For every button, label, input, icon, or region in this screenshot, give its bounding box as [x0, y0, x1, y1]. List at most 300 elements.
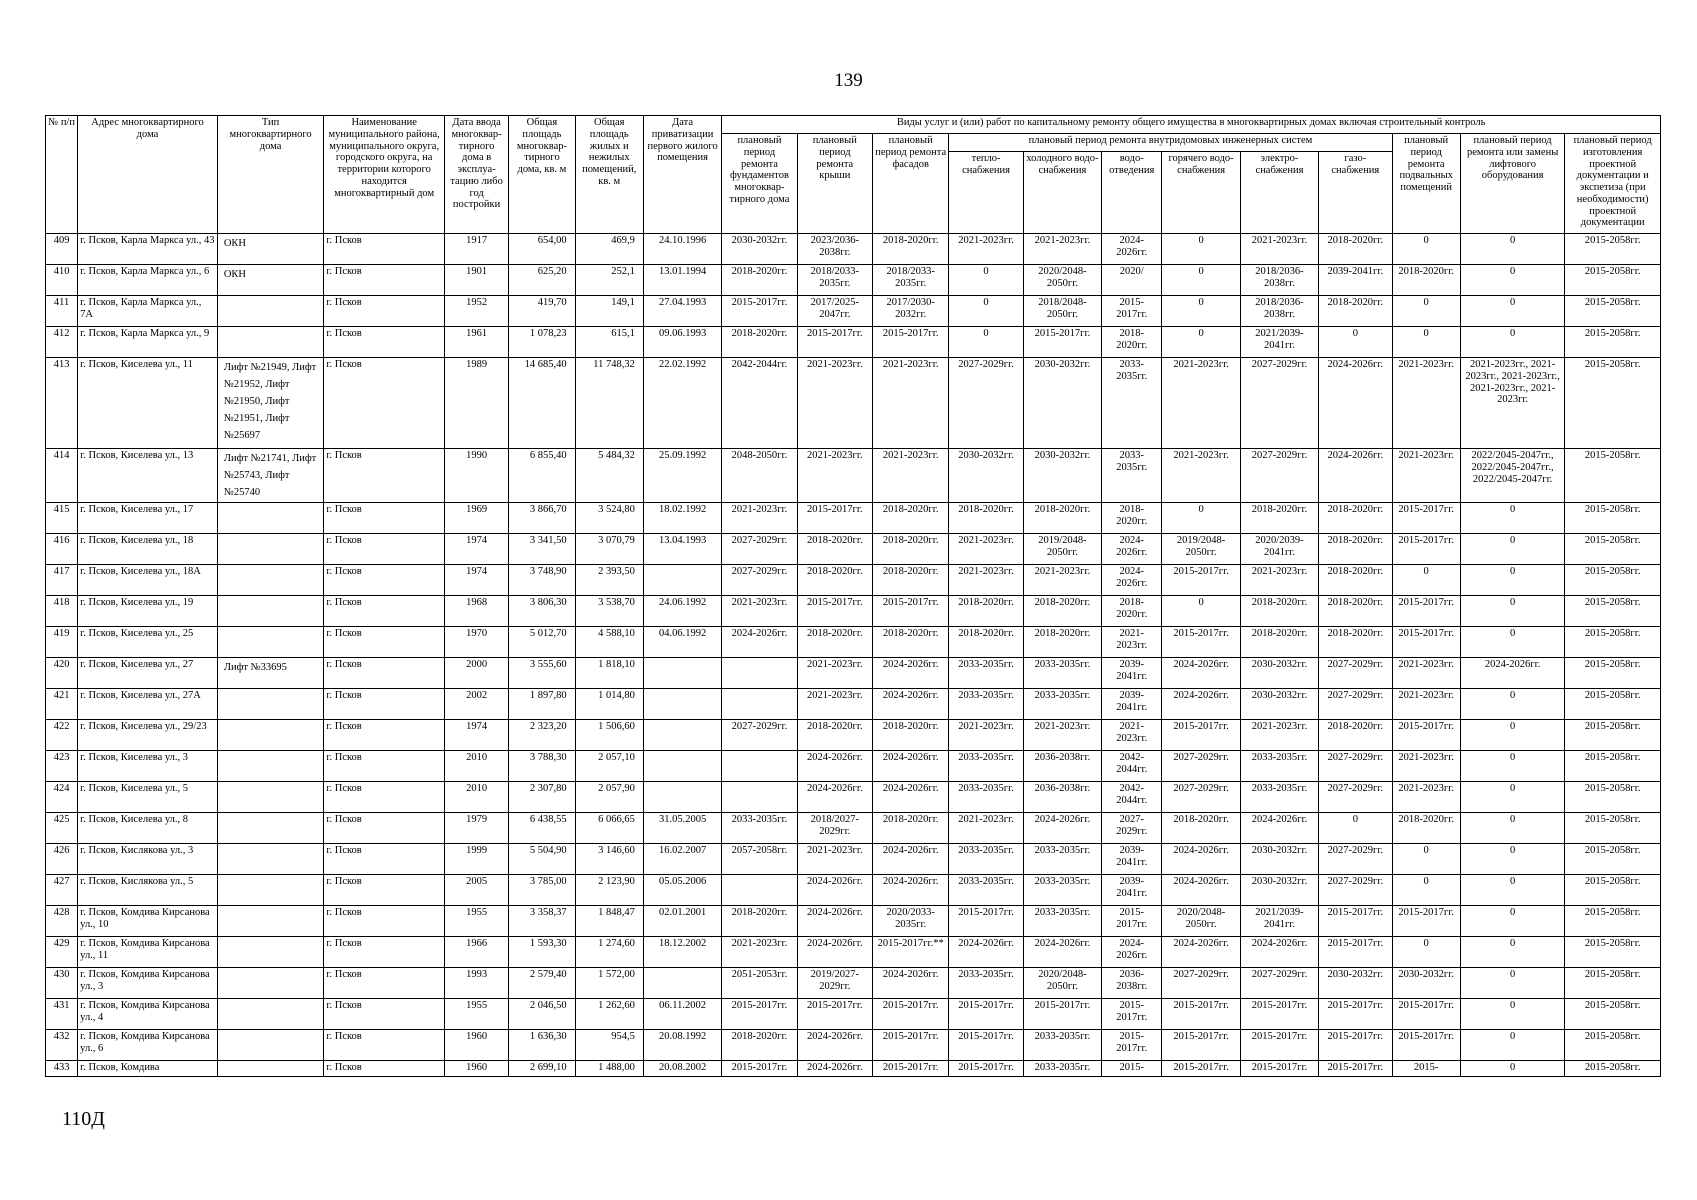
- cell-district: г. Псков: [324, 968, 445, 999]
- header-facade: плановый период ремонта фасадов: [873, 134, 949, 234]
- cell-hot-water: 2027-2029гг.: [1162, 751, 1240, 782]
- cell-elevator: 0: [1460, 689, 1565, 720]
- cell-total-area: 3 866,70: [509, 503, 575, 534]
- cell-gas: 2024-2026гг.: [1319, 449, 1392, 503]
- cell-foundation: 2018-2020гг.: [722, 906, 797, 937]
- cell-foundation: 2051-2053гг.: [722, 968, 797, 999]
- cell-electric: 2021/2039-2041гг.: [1240, 327, 1318, 358]
- cell-living-area: 1 274,60: [575, 937, 643, 968]
- cell-facade: 2018-2020гг.: [873, 813, 949, 844]
- cell-heat: 2021-2023гг.: [949, 234, 1023, 265]
- cell-num: 421: [46, 689, 78, 720]
- cell-roof: 2024-2026гг.: [797, 875, 872, 906]
- cell-project-docs: 2015-2058гг.: [1565, 503, 1661, 534]
- cell-district: г. Псков: [324, 658, 445, 689]
- cell-total-area: 3 748,90: [509, 565, 575, 596]
- cell-year: 1993: [444, 968, 508, 999]
- cell-heat: 2033-2035гг.: [949, 782, 1023, 813]
- cell-year: 1960: [444, 1030, 508, 1061]
- cell-privatization-date: 20.08.1992: [643, 1030, 721, 1061]
- cell-elevator: 0: [1460, 1061, 1565, 1077]
- cell-district: г. Псков: [324, 813, 445, 844]
- cell-gas: 2015-2017гг.: [1319, 937, 1392, 968]
- cell-type: [217, 813, 324, 844]
- cell-facade: 2015-2017гг.**: [873, 937, 949, 968]
- cell-roof: 2019/2027-2029гг.: [797, 968, 872, 999]
- cell-heat: 2021-2023гг.: [949, 534, 1023, 565]
- cell-project-docs: 2015-2058гг.: [1565, 751, 1661, 782]
- cell-basement: 2015-2017гг.: [1392, 596, 1460, 627]
- cell-elevator: 0: [1460, 565, 1565, 596]
- cell-facade: 2015-2017гг.: [873, 999, 949, 1030]
- cell-project-docs: 2015-2058гг.: [1565, 565, 1661, 596]
- cell-basement: 2015-2017гг.: [1392, 999, 1460, 1030]
- cell-heat: 2027-2029гг.: [949, 358, 1023, 449]
- cell-address: г. Псков, Кислякова ул., 5: [78, 875, 218, 906]
- cell-cold-water: 2020/2048-2050гг.: [1023, 968, 1101, 999]
- cell-num: 431: [46, 999, 78, 1030]
- cell-address: г. Псков, Киселева ул., 8: [78, 813, 218, 844]
- cell-elevator: 0: [1460, 265, 1565, 296]
- cell-year: 1999: [444, 844, 508, 875]
- header-works-group: Виды услуг и (или) работ по капитальному ремонту общего имущества в многоквартирных домах включая строительный контроль: [722, 116, 1661, 134]
- header-type: Тип многоквартирного дома: [217, 116, 324, 234]
- cell-type: [217, 937, 324, 968]
- cell-elevator: 2022/2045-2047гг., 2022/2045-2047гг., 2022/2045-2047гг.: [1460, 449, 1565, 503]
- cell-electric: 2021/2039-2041гг.: [1240, 906, 1318, 937]
- header-sewer: водо-отведения: [1102, 152, 1162, 234]
- cell-address: г. Псков, Комдива: [78, 1061, 218, 1077]
- cell-address: г. Псков, Киселева ул., 17: [78, 503, 218, 534]
- cell-roof: 2024-2026гг.: [797, 751, 872, 782]
- cell-type: [217, 999, 324, 1030]
- cell-roof: 2024-2026гг.: [797, 1030, 872, 1061]
- cell-total-area: 6 438,55: [509, 813, 575, 844]
- cell-project-docs: 2015-2058гг.: [1565, 658, 1661, 689]
- cell-basement: 2015-2017гг.: [1392, 534, 1460, 565]
- cell-project-docs: 2015-2058гг.: [1565, 1061, 1661, 1077]
- header-address: Адрес многоквартирного дома: [78, 116, 218, 234]
- cell-num: 425: [46, 813, 78, 844]
- cell-foundation: 2042-2044гг.: [722, 358, 797, 449]
- cell-gas: 2015-2017гг.: [1319, 1030, 1392, 1061]
- cell-privatization-date: [643, 565, 721, 596]
- cell-district: г. Псков: [324, 565, 445, 596]
- cell-district: г. Псков: [324, 1030, 445, 1061]
- cell-roof: 2018-2020гг.: [797, 534, 872, 565]
- cell-district: г. Псков: [324, 534, 445, 565]
- table-row: [46, 596, 1661, 627]
- cell-hot-water: 2018-2020гг.: [1162, 813, 1240, 844]
- cell-total-area: 6 855,40: [509, 449, 575, 503]
- cell-address: г. Псков, Комдива Кирсанова ул., 4: [78, 999, 218, 1030]
- cell-sewer: 2018-2020гг.: [1102, 503, 1162, 534]
- cell-basement: 2021-2023гг.: [1392, 358, 1460, 449]
- cell-roof: 2018/2027-2029гг.: [797, 813, 872, 844]
- cell-heat: 2024-2026гг.: [949, 937, 1023, 968]
- table-row: [46, 689, 1661, 720]
- table-row: [46, 782, 1661, 813]
- cell-total-area: 2 307,80: [509, 782, 575, 813]
- cell-hot-water: 2024-2026гг.: [1162, 689, 1240, 720]
- cell-elevator: 0: [1460, 937, 1565, 968]
- cell-num: 428: [46, 906, 78, 937]
- cell-privatization-date: 09.06.1993: [643, 327, 721, 358]
- cell-basement: 2015-2017гг.: [1392, 503, 1460, 534]
- table-row: [46, 968, 1661, 999]
- cell-sewer: 2036-2038гг.: [1102, 968, 1162, 999]
- cell-privatization-date: 18.02.1992: [643, 503, 721, 534]
- cell-num: 409: [46, 234, 78, 265]
- cell-facade: 2018-2020гг.: [873, 627, 949, 658]
- cell-elevator: 0: [1460, 968, 1565, 999]
- cell-type: [217, 782, 324, 813]
- cell-sewer: 2015-2017гг.: [1102, 296, 1162, 327]
- cell-num: 419: [46, 627, 78, 658]
- header-gas: газо-снабжения: [1319, 152, 1392, 234]
- cell-basement: 0: [1392, 296, 1460, 327]
- cell-living-area: 2 057,10: [575, 751, 643, 782]
- cell-year: 2000: [444, 658, 508, 689]
- cell-privatization-date: 24.06.1992: [643, 596, 721, 627]
- cell-gas: 2018-2020гг.: [1319, 503, 1392, 534]
- cell-year: 1901: [444, 265, 508, 296]
- cell-gas: 2027-2029гг.: [1319, 689, 1392, 720]
- cell-hot-water: 2027-2029гг.: [1162, 968, 1240, 999]
- header-electric: электро-снабжения: [1240, 152, 1318, 234]
- cell-cold-water: 2018-2020гг.: [1023, 503, 1101, 534]
- cell-cold-water: 2015-2017гг.: [1023, 327, 1101, 358]
- cell-hot-water: 2024-2026гг.: [1162, 658, 1240, 689]
- cell-basement: 2030-2032гг.: [1392, 968, 1460, 999]
- cell-facade: 2024-2026гг.: [873, 782, 949, 813]
- cell-gas: 2018-2020гг.: [1319, 596, 1392, 627]
- cell-project-docs: 2015-2058гг.: [1565, 265, 1661, 296]
- cell-project-docs: 2015-2058гг.: [1565, 782, 1661, 813]
- cell-living-area: 2 123,90: [575, 875, 643, 906]
- cell-electric: 2027-2029гг.: [1240, 358, 1318, 449]
- header-basement: плановый период ремонта подвальных помещений: [1392, 134, 1460, 234]
- cell-hot-water: 0: [1162, 296, 1240, 327]
- cell-num: 423: [46, 751, 78, 782]
- cell-num: 415: [46, 503, 78, 534]
- cell-year: 1917: [444, 234, 508, 265]
- cell-district: г. Псков: [324, 720, 445, 751]
- cell-living-area: 1 572,00: [575, 968, 643, 999]
- header-living-area: Общая площадь жилых и нежилых помещений, кв. м: [575, 116, 643, 234]
- cell-year: 1969: [444, 503, 508, 534]
- cell-privatization-date: 13.01.1994: [643, 265, 721, 296]
- cell-elevator: 0: [1460, 627, 1565, 658]
- cell-elevator: 0: [1460, 906, 1565, 937]
- cell-hot-water: 0: [1162, 234, 1240, 265]
- cell-gas: 2018-2020гг.: [1319, 627, 1392, 658]
- cell-facade: 2024-2026гг.: [873, 689, 949, 720]
- cell-project-docs: 2015-2058гг.: [1565, 234, 1661, 265]
- cell-electric: 2018-2020гг.: [1240, 503, 1318, 534]
- cell-gas: 2027-2029гг.: [1319, 658, 1392, 689]
- cell-roof: 2018-2020гг.: [797, 720, 872, 751]
- cell-cold-water: 2021-2023гг.: [1023, 234, 1101, 265]
- cell-electric: 2020/2039-2041гг.: [1240, 534, 1318, 565]
- cell-sewer: 2024-2026гг.: [1102, 565, 1162, 596]
- cell-total-area: 1 636,30: [509, 1030, 575, 1061]
- cell-cold-water: 2033-2035гг.: [1023, 1061, 1101, 1077]
- table-row: [46, 449, 1661, 503]
- cell-elevator: 2021-2023гг., 2021-2023гг., 2021-2023гг., 2021-2023гг., 2021-2023гг.: [1460, 358, 1565, 449]
- cell-heat: 2018-2020гг.: [949, 627, 1023, 658]
- cell-address: г. Псков, Комдива Кирсанова ул., 11: [78, 937, 218, 968]
- cell-total-area: 3 555,60: [509, 658, 575, 689]
- cell-foundation: 2027-2029гг.: [722, 565, 797, 596]
- cell-privatization-date: [643, 689, 721, 720]
- cell-living-area: 3 070,79: [575, 534, 643, 565]
- cell-heat: 2021-2023гг.: [949, 565, 1023, 596]
- cell-year: 1955: [444, 999, 508, 1030]
- header-foundation: плановый период ремонта фундаментов многоквар-тирного дома: [722, 134, 797, 234]
- cell-privatization-date: [643, 782, 721, 813]
- cell-sewer: 2018-2020гг.: [1102, 596, 1162, 627]
- cell-roof: 2017/2025-2047гг.: [797, 296, 872, 327]
- cell-year: 1966: [444, 937, 508, 968]
- cell-privatization-date: 24.10.1996: [643, 234, 721, 265]
- table-row: [46, 1061, 1661, 1077]
- cell-electric: 2033-2035гг.: [1240, 782, 1318, 813]
- cell-roof: 2024-2026гг.: [797, 906, 872, 937]
- cell-electric: 2015-2017гг.: [1240, 1061, 1318, 1077]
- cell-hot-water: 2015-2017гг.: [1162, 1030, 1240, 1061]
- cell-elevator: 0: [1460, 813, 1565, 844]
- cell-gas: 2018-2020гг.: [1319, 565, 1392, 596]
- cell-living-area: 1 818,10: [575, 658, 643, 689]
- cell-address: г. Псков, Кислякова ул., 3: [78, 844, 218, 875]
- cell-year: 1952: [444, 296, 508, 327]
- cell-living-area: 4 588,10: [575, 627, 643, 658]
- cell-sewer: 2021-2023гг.: [1102, 627, 1162, 658]
- cell-basement: 0: [1392, 844, 1460, 875]
- cell-basement: 2018-2020гг.: [1392, 265, 1460, 296]
- cell-electric: 2024-2026гг.: [1240, 813, 1318, 844]
- cell-heat: 2033-2035гг.: [949, 689, 1023, 720]
- cell-heat: 2018-2020гг.: [949, 596, 1023, 627]
- cell-roof: 2021-2023гг.: [797, 358, 872, 449]
- cell-year: 2005: [444, 875, 508, 906]
- cell-living-area: 1 506,60: [575, 720, 643, 751]
- cell-facade: 2018-2020гг.: [873, 720, 949, 751]
- cell-facade: 2018-2020гг.: [873, 565, 949, 596]
- cell-cold-water: 2033-2035гг.: [1023, 689, 1101, 720]
- cell-type: [217, 875, 324, 906]
- cell-gas: 2027-2029гг.: [1319, 875, 1392, 906]
- cell-hot-water: 2019/2048-2050гг.: [1162, 534, 1240, 565]
- cell-year: 1961: [444, 327, 508, 358]
- cell-privatization-date: 02.01.2001: [643, 906, 721, 937]
- cell-num: 420: [46, 658, 78, 689]
- cell-year: 2002: [444, 689, 508, 720]
- cell-sewer: 2015-2017гг.: [1102, 906, 1162, 937]
- cell-total-area: 2 046,50: [509, 999, 575, 1030]
- cell-project-docs: 2015-2058гг.: [1565, 358, 1661, 449]
- cell-roof: 2021-2023гг.: [797, 689, 872, 720]
- cell-foundation: 2018-2020гг.: [722, 265, 797, 296]
- cell-foundation: 2057-2058гг.: [722, 844, 797, 875]
- cell-project-docs: 2015-2058гг.: [1565, 534, 1661, 565]
- cell-type: [217, 720, 324, 751]
- cell-facade: 2021-2023гг.: [873, 358, 949, 449]
- table-row: [46, 296, 1661, 327]
- cell-foundation: 2048-2050гг.: [722, 449, 797, 503]
- cell-privatization-date: 13.04.1993: [643, 534, 721, 565]
- cell-sewer: 2027-2029гг.: [1102, 813, 1162, 844]
- cell-cold-water: 2030-2032гг.: [1023, 358, 1101, 449]
- cell-foundation: 2021-2023гг.: [722, 937, 797, 968]
- cell-gas: 2015-2017гг.: [1319, 906, 1392, 937]
- cell-gas: 0: [1319, 327, 1392, 358]
- cell-basement: 0: [1392, 875, 1460, 906]
- cell-gas: 2039-2041гг.: [1319, 265, 1392, 296]
- cell-roof: 2021-2023гг.: [797, 844, 872, 875]
- cell-total-area: 3 806,30: [509, 596, 575, 627]
- cell-address: г. Псков, Карла Маркса ул., 6: [78, 265, 218, 296]
- cell-hot-water: 2021-2023гг.: [1162, 358, 1240, 449]
- cell-year: 1960: [444, 1061, 508, 1077]
- cell-type: [217, 596, 324, 627]
- cell-foundation: 2015-2017гг.: [722, 1061, 797, 1077]
- cell-project-docs: 2015-2058гг.: [1565, 627, 1661, 658]
- cell-address: г. Псков, Карла Маркса ул., 9: [78, 327, 218, 358]
- cell-year: 2010: [444, 751, 508, 782]
- cell-facade: 2024-2026гг.: [873, 658, 949, 689]
- cell-heat: 0: [949, 296, 1023, 327]
- cell-num: 429: [46, 937, 78, 968]
- footer-code: 110Д: [62, 1108, 105, 1130]
- cell-num: 430: [46, 968, 78, 999]
- cell-living-area: 5 484,32: [575, 449, 643, 503]
- cell-district: г. Псков: [324, 358, 445, 449]
- cell-address: г. Псков, Киселева ул., 18А: [78, 565, 218, 596]
- cell-basement: 2015-: [1392, 1061, 1460, 1077]
- cell-heat: 2033-2035гг.: [949, 658, 1023, 689]
- cell-total-area: 1 078,23: [509, 327, 575, 358]
- cell-type: [217, 627, 324, 658]
- cell-roof: 2021-2023гг.: [797, 658, 872, 689]
- cell-basement: 2015-2017гг.: [1392, 720, 1460, 751]
- header-project-docs: плановый период изготовления проектной документации и экспетиза (при необходимости) проектной документации: [1565, 134, 1661, 234]
- cell-cold-water: 2033-2035гг.: [1023, 658, 1101, 689]
- cell-total-area: 3 341,50: [509, 534, 575, 565]
- cell-district: г. Псков: [324, 327, 445, 358]
- cell-elevator: 0: [1460, 999, 1565, 1030]
- cell-sewer: 2039-2041гг.: [1102, 658, 1162, 689]
- cell-num: 417: [46, 565, 78, 596]
- cell-project-docs: 2015-2058гг.: [1565, 937, 1661, 968]
- cell-hot-water: 0: [1162, 265, 1240, 296]
- cell-sewer: 2018-2020гг.: [1102, 327, 1162, 358]
- cell-sewer: 2020/: [1102, 265, 1162, 296]
- cell-district: г. Псков: [324, 596, 445, 627]
- cell-living-area: 1 014,80: [575, 689, 643, 720]
- cell-sewer: 2039-2041гг.: [1102, 875, 1162, 906]
- cell-privatization-date: 05.05.2006: [643, 875, 721, 906]
- cell-project-docs: 2015-2058гг.: [1565, 875, 1661, 906]
- cell-total-area: 1 593,30: [509, 937, 575, 968]
- cell-cold-water: 2021-2023гг.: [1023, 720, 1101, 751]
- cell-basement: 2015-2017гг.: [1392, 1030, 1460, 1061]
- cell-sewer: 2033-2035гг.: [1102, 449, 1162, 503]
- cell-project-docs: 2015-2058гг.: [1565, 999, 1661, 1030]
- cell-project-docs: 2015-2058гг.: [1565, 596, 1661, 627]
- cell-cold-water: 2033-2035гг.: [1023, 875, 1101, 906]
- cell-cold-water: 2020/2048-2050гг.: [1023, 265, 1101, 296]
- table-row: [46, 1030, 1661, 1061]
- cell-foundation: 2018-2020гг.: [722, 327, 797, 358]
- cell-living-area: 149,1: [575, 296, 643, 327]
- cell-total-area: 5 012,70: [509, 627, 575, 658]
- cell-num: 411: [46, 296, 78, 327]
- cell-gas: 2018-2020гг.: [1319, 234, 1392, 265]
- cell-cold-water: 2018-2020гг.: [1023, 627, 1101, 658]
- cell-roof: 2024-2026гг.: [797, 1061, 872, 1077]
- cell-living-area: 3 524,80: [575, 503, 643, 534]
- header-systems-group: плановый период ремонта внутридомовых инженерных систем: [949, 134, 1392, 152]
- cell-basement: 2015-2017гг.: [1392, 906, 1460, 937]
- cell-year: 1979: [444, 813, 508, 844]
- cell-hot-water: 2027-2029гг.: [1162, 782, 1240, 813]
- cell-facade: 2021-2023гг.: [873, 449, 949, 503]
- cell-living-area: 3 146,60: [575, 844, 643, 875]
- cell-gas: 2018-2020гг.: [1319, 720, 1392, 751]
- cell-total-area: 419,70: [509, 296, 575, 327]
- cell-type: [217, 1061, 324, 1077]
- cell-gas: 2015-2017гг.: [1319, 999, 1392, 1030]
- cell-district: г. Псков: [324, 937, 445, 968]
- cell-elevator: 0: [1460, 1030, 1565, 1061]
- cell-facade: 2015-2017гг.: [873, 1030, 949, 1061]
- cell-foundation: 2015-2017гг.: [722, 999, 797, 1030]
- cell-project-docs: 2015-2058гг.: [1565, 844, 1661, 875]
- cell-district: г. Псков: [324, 875, 445, 906]
- cell-gas: 2018-2020гг.: [1319, 296, 1392, 327]
- cell-hot-water: 2024-2026гг.: [1162, 875, 1240, 906]
- cell-privatization-date: 20.08.2002: [643, 1061, 721, 1077]
- cell-type: Лифт №21741, Лифт №25743, Лифт №25740: [217, 449, 324, 503]
- cell-hot-water: 0: [1162, 596, 1240, 627]
- table-row: [46, 534, 1661, 565]
- cell-electric: 2021-2023гг.: [1240, 720, 1318, 751]
- cell-heat: 2033-2035гг.: [949, 875, 1023, 906]
- cell-heat: 2033-2035гг.: [949, 844, 1023, 875]
- cell-total-area: 3 358,37: [509, 906, 575, 937]
- cell-living-area: 3 538,70: [575, 596, 643, 627]
- cell-basement: 0: [1392, 937, 1460, 968]
- cell-total-area: 2 699,10: [509, 1061, 575, 1077]
- cell-roof: 2024-2026гг.: [797, 782, 872, 813]
- cell-hot-water: 0: [1162, 327, 1240, 358]
- cell-total-area: 654,00: [509, 234, 575, 265]
- cell-cold-water: 2024-2026гг.: [1023, 813, 1101, 844]
- cell-sewer: 2042-2044гг.: [1102, 751, 1162, 782]
- capital-repair-table: [45, 115, 1661, 1077]
- cell-gas: 0: [1319, 813, 1392, 844]
- page-number: 139: [834, 70, 863, 91]
- cell-district: г. Псков: [324, 503, 445, 534]
- cell-cold-water: 2015-2017гг.: [1023, 999, 1101, 1030]
- header-district: Наименование муниципального района, муниципального округа, городского округа, на территории которого находится многоквартирный дом: [324, 116, 445, 234]
- cell-electric: 2018-2020гг.: [1240, 596, 1318, 627]
- cell-foundation: [722, 782, 797, 813]
- cell-year: 1974: [444, 534, 508, 565]
- cell-cold-water: 2018/2048-2050гг.: [1023, 296, 1101, 327]
